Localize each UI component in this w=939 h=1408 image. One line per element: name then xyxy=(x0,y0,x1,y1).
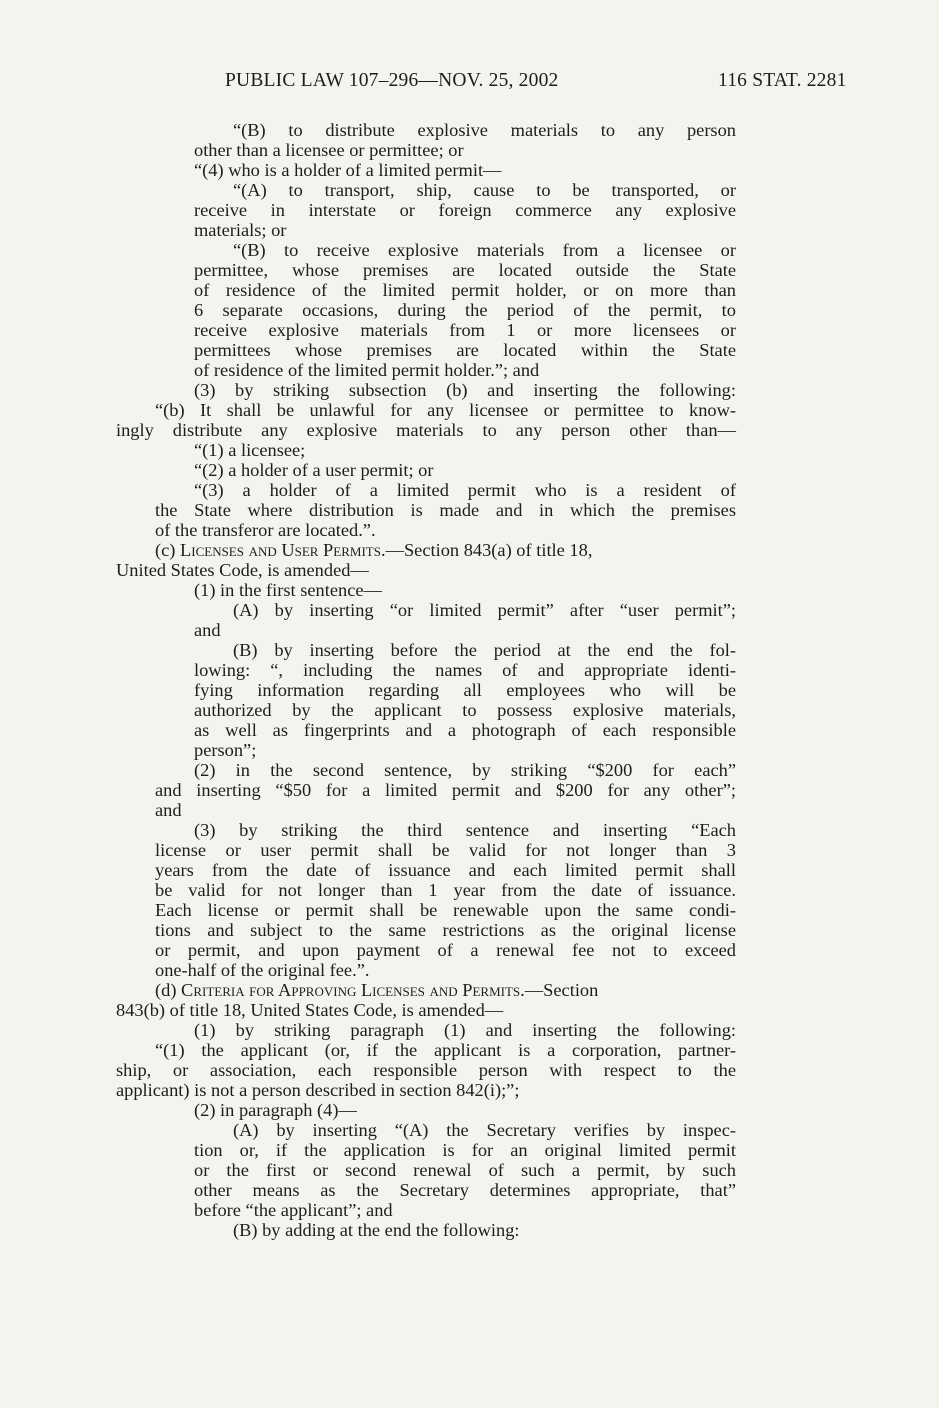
text-line: “(1) the applicant (or, if the applicant is a corporation, partner- xyxy=(155,1040,736,1060)
text-line: (3) by striking the third sentence and inserting “Each xyxy=(194,820,736,840)
header-stat-page: 116 STAT. 2281 xyxy=(718,70,847,91)
text-line: or permit, and upon payment of a renewal fee not to exceed xyxy=(155,940,736,960)
text-line: “(B) to receive explosive materials from a licensee or xyxy=(233,240,736,260)
text-line: 843(b) of title 18, United States Code, is amended— xyxy=(116,1000,504,1020)
text-line: person”; xyxy=(194,740,257,760)
text-line: “(1) a licensee; xyxy=(194,440,306,460)
text-line: (1) in the first sentence— xyxy=(194,580,382,600)
running-header xyxy=(0,70,939,98)
text-line: before “the applicant”; and xyxy=(194,1200,393,1220)
text-line: one-half of the original fee.”. xyxy=(155,960,370,980)
text-line: years from the date of issuance and each limited permit shall xyxy=(155,860,736,880)
text-line: ship, or association, each responsible person with respect to the xyxy=(116,1060,736,1080)
text-line: be valid for not longer than 1 year from the date of issuance. xyxy=(155,880,736,900)
text-line: (B) by adding at the end the following: xyxy=(233,1220,520,1240)
text-line: tions and subject to the same restrictions as the original license xyxy=(155,920,736,940)
text-line: as well as fingerprints and a photograph of each responsible xyxy=(194,720,736,740)
text-line: (1) by striking paragraph (1) and inserting the following: xyxy=(194,1020,736,1040)
text-line: receive in interstate or foreign commerce any explosive xyxy=(194,200,736,220)
subsection-c-heading xyxy=(155,540,592,560)
text-line: (2) in the second sentence, by striking “$200 for each” xyxy=(194,760,736,780)
text-line: of residence of the limited permit holder, or on more than xyxy=(194,280,736,300)
text-line: (3) by striking subsection (b) and inserting the following: xyxy=(194,380,736,400)
text-line: United States Code, is amended— xyxy=(116,560,369,580)
text-line: lowing: “, including the names of and appropriate identi- xyxy=(194,660,736,680)
subsection-label: (d) xyxy=(155,980,182,1000)
text-line: license or user permit shall be valid for not longer than 3 xyxy=(155,840,736,860)
subsection-title: Licenses and User Permits xyxy=(180,540,381,560)
subsection-lead: .—Section xyxy=(520,980,599,1000)
text-line: “(B) to distribute explosive materials to any person xyxy=(233,120,736,140)
text-line: other means as the Secretary determines appropriate, that” xyxy=(194,1180,736,1200)
text-line: “(2) a holder of a user permit; or xyxy=(194,460,434,480)
subsection-label: (c) xyxy=(155,540,181,560)
text-line: tion or, if the application is for an original limited permit xyxy=(194,1140,736,1160)
text-line: authorized by the applicant to possess explosive materials, xyxy=(194,700,736,720)
text-line: Each license or permit shall be renewable upon the same condi- xyxy=(155,900,736,920)
text-line: ingly distribute any explosive materials to any person other than— xyxy=(116,420,736,440)
subsection-d-heading xyxy=(155,980,598,1000)
text-line: 6 separate occasions, during the period of the permit, to xyxy=(194,300,736,320)
text-line: permittee, whose premises are located outside the State xyxy=(194,260,736,280)
text-line: “(b) It shall be unlawful for any licensee or permittee to know- xyxy=(155,400,736,420)
text-line: or the first or second renewal of such a permit, by such xyxy=(194,1160,736,1180)
header-title: PUBLIC LAW 107–296—NOV. 25, 2002 xyxy=(225,70,559,91)
text-line: (B) by inserting before the period at the end the fol- xyxy=(233,640,736,660)
text-line: and xyxy=(155,800,182,820)
subsection-title: Criteria for Approving Licenses and Permits xyxy=(181,980,521,1000)
text-line: “(4) who is a holder of a limited permit— xyxy=(194,160,502,180)
text-line: (A) by inserting “or limited permit” after “user permit”; xyxy=(233,600,736,620)
text-line: applicant) is not a person described in section 842(i);”; xyxy=(116,1080,520,1100)
text-line: the State where distribution is made and in which the premises xyxy=(155,500,736,520)
text-line: (2) in paragraph (4)— xyxy=(194,1100,357,1120)
subsection-lead: .—Section 843(a) of title 18, xyxy=(380,540,593,560)
text-line: of residence of the limited permit holder.”; and xyxy=(194,360,540,380)
text-line: materials; or xyxy=(194,220,287,240)
text-line: fying information regarding all employees who will be xyxy=(194,680,736,700)
text-line: receive explosive materials from 1 or more licensees or xyxy=(194,320,736,340)
text-line: “(3) a holder of a limited permit who is a resident of xyxy=(194,480,736,500)
text-line: and inserting “$50 for a limited permit and $200 for any other”; xyxy=(155,780,736,800)
text-line: other than a licensee or permittee; or xyxy=(194,140,464,160)
text-line: “(A) to transport, ship, cause to be transported, or xyxy=(233,180,736,200)
text-line: of the transferor are located.”. xyxy=(155,520,376,540)
text-line: (A) by inserting “(A) the Secretary verifies by inspec- xyxy=(233,1120,736,1140)
text-line: permittees whose premises are located within the State xyxy=(194,340,736,360)
text-line: and xyxy=(194,620,221,640)
